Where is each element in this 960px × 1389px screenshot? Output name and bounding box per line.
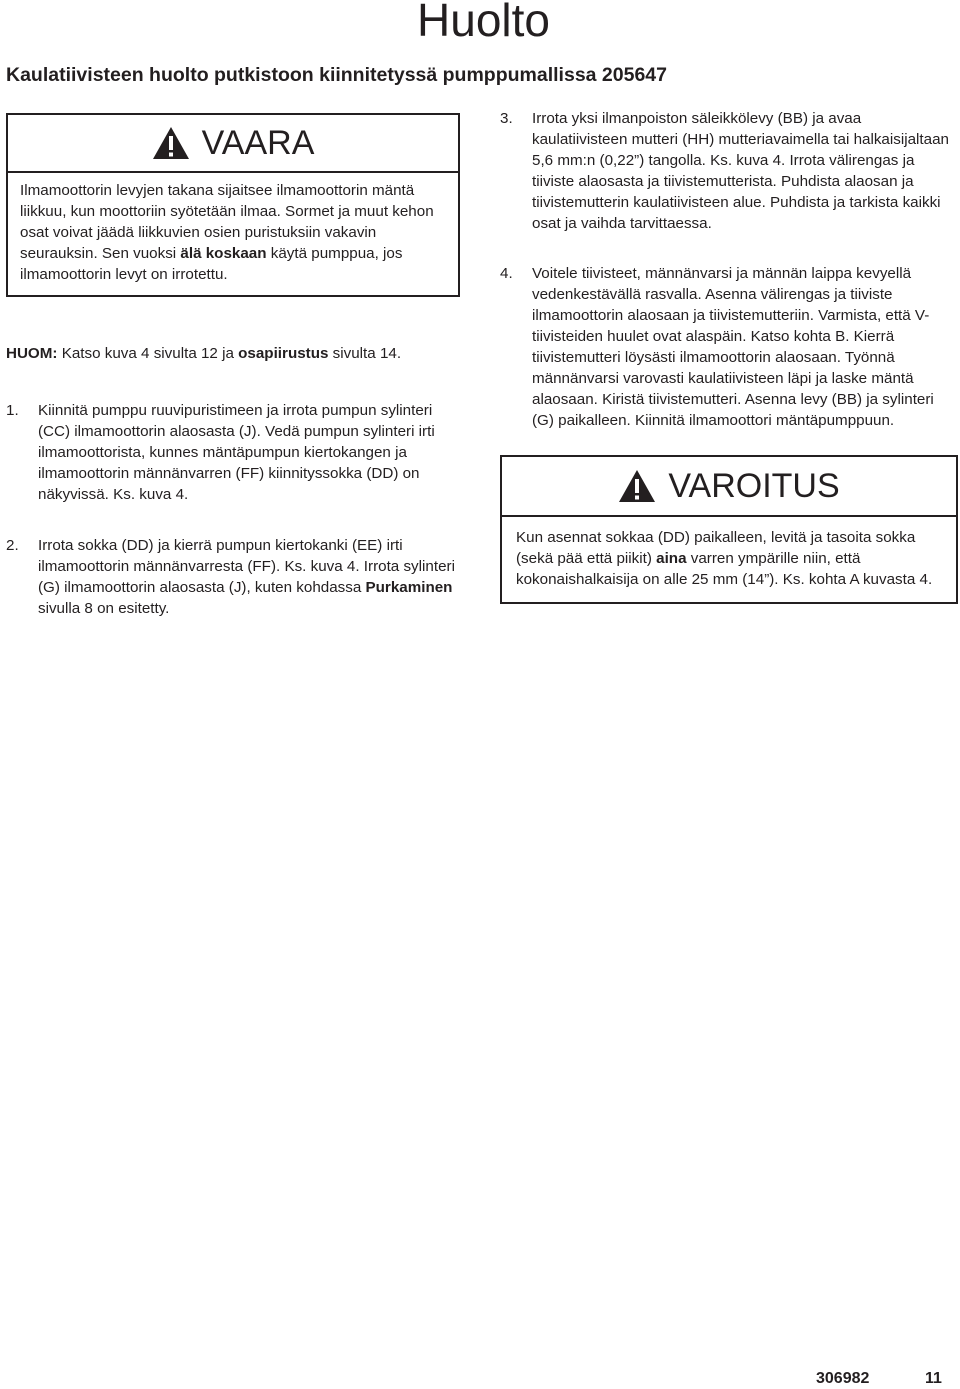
step-text-bold: Purkaminen	[365, 579, 453, 596]
step-text-part: sivulla 8 on esitetty.	[38, 600, 170, 617]
step-item	[500, 263, 958, 431]
step-item	[6, 535, 460, 619]
step-text: Irrota yksi ilmanpoiston säleikkölevy (BB) ja avaa kaulatiivisteen mutteri (HH) mutteriavaimella tai halkaisijaltaan 5,6 mm:n (0,22”) tangolla. Ks. kuva 4. Irrota välirengas ja tiiviste alaosasta ja tiivistemutterista. Puhdista alaosan ja tiivistemutterin kaulatiivisteen alue. Puhdista ja tarkista kaikki osat ja vaihda tarvittaessa.	[532, 110, 949, 232]
danger-heading: VAARA	[201, 124, 315, 162]
note-text-bold: osapiirustus	[238, 345, 329, 362]
right-column	[500, 108, 958, 604]
section-title: Kaulatiivisteen huolto putkistoon kiinnitetyssä pumppumallissa 205647	[6, 64, 668, 86]
document-number: 306982	[816, 1370, 870, 1387]
note-text-part: Katso kuva 4 sivulta 12 ja	[57, 345, 239, 362]
warning-text	[502, 517, 956, 602]
danger-callout	[6, 113, 460, 297]
step-text: Kiinnitä pumppu ruuvipuristimeen ja irrota pumpun sylinteri (CC) ilmamoottorin alaosasta (J). Vedä pumpun sylinteri irti ilmamoottorista, kunnes mäntäpumpun kiertokangen ja ilmamoottorin männänvarren (FF) kiinnityssokka (DD) on näkyvissä. Ks. kuva 4.	[38, 402, 435, 503]
danger-text-bold: älä koskaan	[180, 245, 267, 262]
danger-text-part: käytä pumppua, jos ilmamoottorin levyt on irrotettu.	[20, 245, 403, 283]
page-title: Huolto	[417, 0, 550, 46]
step-text	[38, 535, 460, 619]
step-number: 2.	[6, 537, 19, 554]
warning-text-part: varren ympärille niin, että kokonaishalkaisija on alle 25 mm (14”). Ks. kohta A kuvasta 4.	[516, 550, 933, 588]
left-column	[6, 113, 460, 619]
warning-text-bold: aina	[656, 550, 687, 567]
step-number: 3.	[500, 110, 513, 127]
warning-text-part: Kun asennat sokkaa (DD) paikalleen, levitä ja tasoita sokka (sekä pää että piikit)	[516, 529, 916, 567]
step-text: Voitele tiivisteet, männänvarsi ja männän laippa kevyellä vedenkestävällä rasvalla. Asenna välirengas ja tiiviste ilmamoottorin alaosaan ja tiivistemutteriin. Varmista, että V-tiivisteiden huulet ovat alaspäin. Katso kohta B. Kierrä tiivistemutteri löysästi ilmamoottorin alaosaan. Työnnä männänvarsi varovasti kaulatiivisteen läpi ja laske mäntä alaosaan. Kiristä tiivistemutteri. Asenna levy (BB) ja sylinteri (G) paikalleen. Kiinnitä ilmamoottori mäntäpumppuun.	[532, 265, 934, 429]
warning-triangle-icon	[618, 469, 656, 503]
note-paragraph	[6, 343, 460, 364]
note-label: HUOM:	[6, 345, 58, 362]
step-item	[500, 108, 958, 234]
page-number: 11	[925, 1370, 942, 1387]
warning-triangle-icon	[152, 126, 190, 160]
danger-text	[8, 173, 458, 295]
warning-callout	[500, 455, 958, 604]
warning-callout-header	[502, 457, 956, 517]
note-text-part: sivulta 14.	[328, 345, 402, 362]
danger-callout-header	[8, 115, 458, 173]
warning-heading: VAROITUS	[668, 467, 840, 505]
step-number: 4.	[500, 265, 513, 282]
step-text-part: Irrota sokka (DD) ja kierrä pumpun kiertokanki (EE) irti ilmamoottorin männänvarresta (FF). Ks. kuva 4. Irrota sylinteri (G) ilmamoottorin alaosasta (J), kuten kohdassa	[38, 537, 455, 596]
step-number: 1.	[6, 402, 19, 419]
step-item	[6, 400, 460, 505]
danger-text-part: Ilmamoottorin levyjen takana sijaitsee ilmamoottorin mäntä liikkuu, kun moottoriin syötetään ilmaa. Sormet ja muut kehon osat voivat jäädä liikkuvien osien puristuksiin vakavin seurauksin. Sen vuoksi	[20, 182, 434, 262]
